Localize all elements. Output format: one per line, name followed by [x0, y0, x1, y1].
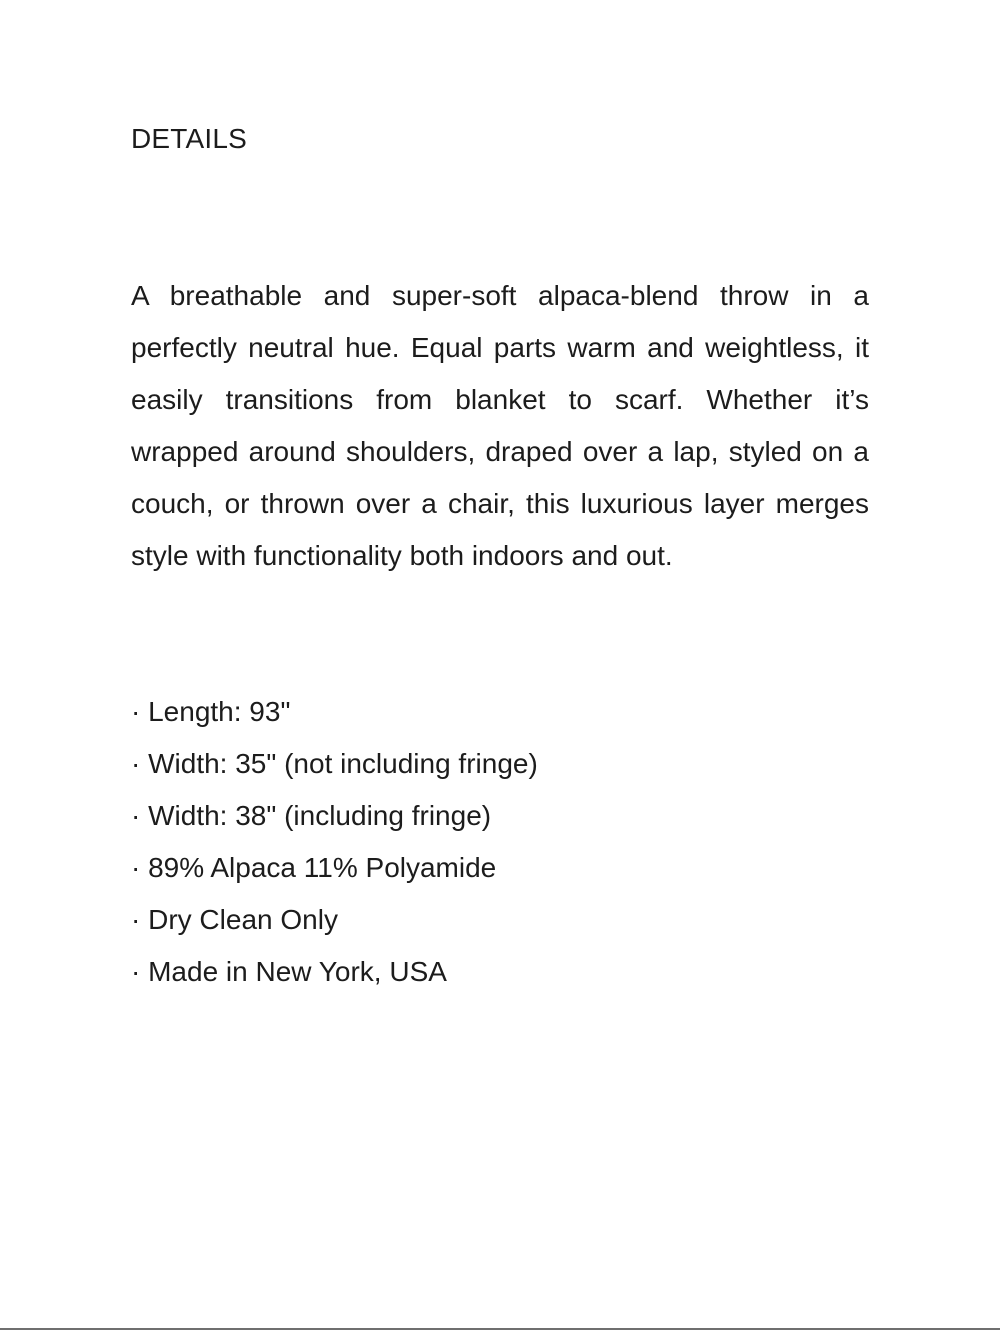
spec-item-width-with-fringe: · Width: 38" (including fringe) [131, 800, 492, 831]
product-description: A breathable and super-soft alpaca-blend throw in a perfectly neutral hue. Equal parts warm and weightless, it easily transitions from blanket to scarf. Whether it’s wrapped around shoulders, draped over a lap, styled on a couch, or thrown over a chair, this luxurious layer merges style with functionality both indoors and out. [131, 280, 869, 571]
details-heading: DETAILS [131, 123, 248, 154]
spec-item-care: · Dry Clean Only [131, 904, 338, 935]
spec-item-width-without-fringe: · Width: 35" (not including fringe) [131, 748, 538, 779]
spec-item-origin: · Made in New York, USA [131, 956, 447, 987]
spec-list [131, 686, 538, 998]
spec-item-length: · Length: 93" [131, 696, 291, 727]
spec-item-material: · 89% Alpaca 11% Polyamide [131, 852, 497, 883]
